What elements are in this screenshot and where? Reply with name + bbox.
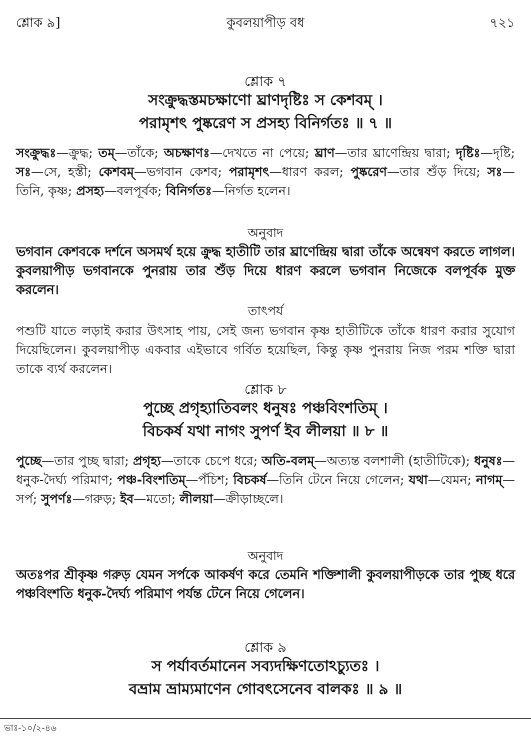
synonym-word: সুপর্ণঃ [41, 491, 73, 506]
synonym-word: কেশবম্ [98, 164, 134, 179]
verse-8-line-2: বিচকর্ষ যথা নাগং সুপর্ণ ইব লীলয়া ॥ ৮ ॥ [142, 422, 389, 440]
synonym-word: সংক্রুদ্ধঃ [16, 145, 57, 160]
synonym-word: যথা [408, 472, 428, 487]
verse-7-line-1: সংক্রুদ্ধস্তমচক্ষাণো ঘ্রাণদৃষ্টিঃ স কেশবম্ । [148, 91, 383, 109]
verse-7-title: শ্লোক ৭ [244, 74, 287, 90]
header-verse-ref: শ্লোক ৯] [16, 16, 61, 31]
verse-9-line-2: বভ্রাম ভ্রাম্যমাণেন গোবৎসেনেব বালকঃ ॥ ৯ ॥ [128, 680, 403, 698]
verse-8-synonyms [16, 451, 515, 508]
synonym-word: বিনির্গতঃ [165, 183, 212, 198]
synonym-word: ইব [120, 491, 134, 506]
synonym-meaning: —ধনুক-দৈর্ঘ্য পরিমাণ; [16, 453, 515, 487]
synonym-word: অতি-বলম্ [261, 453, 315, 468]
synonym-meaning: —ক্রুদ্ধ; [56, 145, 99, 160]
synonym-meaning: —তিনি টেনে নিয়ে গেলেন; [266, 472, 409, 487]
synonym-meaning: —ভগবান কেশব; [133, 164, 229, 179]
synonym-meaning: —দৃষ্টি; [480, 145, 515, 160]
synonym-word: প্রগৃহ্য [133, 453, 161, 468]
synonym-meaning: —নির্গত হলেন। [211, 183, 291, 198]
synonym-word: ঘ্রাণ [314, 145, 335, 160]
synonym-meaning: —গরুড়; [72, 491, 121, 506]
synonym-word: বিচকর্ষ [233, 472, 267, 487]
synonym-meaning: —সর্প; [16, 472, 515, 506]
verse-7-purport-heading: তাৎপর্য [247, 303, 284, 318]
synonym-word: অচক্ষাণঃ [163, 145, 210, 160]
header-chapter-title: কুবলয়াপীড় বধ [226, 16, 305, 31]
footer-signature: ভাঃ-১০/২-৪৬ [4, 724, 57, 734]
synonym-word: পুচ্ছে [16, 453, 42, 468]
synonym-meaning: —পঁচিশ; [185, 472, 234, 487]
synonym-word: সঃ [16, 164, 32, 179]
verse-8-translation: অতঃপর শ্রীকৃষ্ণ গরুড় যেমন সর্পকে আকর্ষণ করে তেমনি শক্তিশালী কুবলয়াপীড়কে তার পুচ্ছ ধরে পঞ্চবিংশতি ধনুক-দৈর্ঘ্য পরিমাণ পর্যন্ত টেনে নিয়ে গেলেন। [16, 568, 515, 602]
synonym-meaning: —তাঁকে; [114, 145, 164, 160]
synonym-meaning: —সে, হস্তী; [31, 164, 99, 179]
synonym-word: ধনুষঃ [474, 453, 503, 468]
synonym-meaning: —তাকে চেপে ধরে; [160, 453, 262, 468]
synonym-meaning: —বলপূর্বক; [104, 183, 166, 198]
synonym-meaning: —দেখতে না পেয়ে; [209, 145, 315, 160]
verse-7-translation: ভগবান কেশবকে দর্শনে অসমর্থ হয়ে ক্রুদ্ধ হাতীটি তার ঘ্রাণেন্দ্রিয় দ্বারা তাঁকে অন্বেষণ করতে লাগল। কুবলয়াপীড় ভগবানকে পুনরায় তার শুঁড় দিয়ে ধারণ করলে ভগবান নিজেকে বলপূর্বক মুক্ত করলেন। [16, 245, 515, 298]
synonym-meaning: —মতো; [133, 491, 180, 506]
verse-7-purport: পশুটি যাতে লড়াই করার উৎসাহ পায়, সেই জন্য ভগবান কৃষ্ণ হাতীটিকে তাঁকে ধারণ করার সুযোগ দিয়েছিলেন। কুবলয়াপীড় একবার এইভাবে গর্বিত হয়েছিল, কিন্তু কৃষ্ণ পুনরায় নিজ পরম শক্তি দ্বারা তাকে ব্যর্থ করলেন। [16, 323, 515, 376]
synonym-meaning: —তার পুচ্ছ দ্বারা; [41, 453, 133, 468]
synonym-meaning: —তার শুঁড় দিয়ে; [387, 164, 488, 179]
verse-7-translation-heading: অনুবাদ [247, 225, 284, 240]
verse-8-translation-heading: অনুবাদ [247, 548, 284, 563]
synonym-word: পরামৃশৎ [228, 164, 270, 179]
synonym-word: নাগম্ [475, 472, 503, 487]
verse-9-title: শ্লোক ৯ [244, 640, 287, 656]
synonym-word: পঞ্চ-বিংশতিম্ [117, 472, 186, 487]
synonym-meaning: —তার ঘ্রাণেন্দ্রিয় দ্বারা; [334, 145, 456, 160]
synonym-word: দৃষ্টিঃ [455, 145, 481, 160]
verse-8-line-1: পুচ্ছে প্রগৃহ্যাতিবলং ধনুষঃ পঞ্চবিংশতিম্ । [143, 399, 388, 417]
synonym-meaning: —অত্যন্ত বলশালী (হাতীটিকে); [314, 453, 475, 468]
synonym-word: প্রসহ্য [76, 183, 105, 198]
synonym-word: লীলয়া [179, 491, 214, 506]
verse-9-line-1: স পর্যাবর্তমানেন সব্যদক্ষিণতোঽচ্যুতঃ । [151, 657, 380, 675]
header-page-number: ৭২১ [489, 16, 515, 31]
synonym-meaning: —যেমন; [427, 472, 476, 487]
synonym-word: তম্ [98, 145, 115, 160]
running-header [16, 14, 515, 34]
synonym-meaning: —তিনি, কৃষ্ণ; [16, 164, 515, 198]
synonym-meaning: —ধারণ করল; [269, 164, 351, 179]
verse-7-line-2: পরামৃশৎ পুষ্করেণ স প্রসহ্য বিনির্গতঃ ॥ ৭ ॥ [138, 114, 393, 132]
synonym-word: পুষ্করেণ [350, 164, 388, 179]
verse-7-synonyms [16, 143, 515, 200]
footer-divider [0, 718, 531, 719]
synonym-meaning: —ক্রীড়াচ্ছলে। [213, 491, 284, 506]
verse-8-title: শ্লোক ৮ [244, 382, 287, 398]
synonym-word: সঃ [487, 164, 503, 179]
